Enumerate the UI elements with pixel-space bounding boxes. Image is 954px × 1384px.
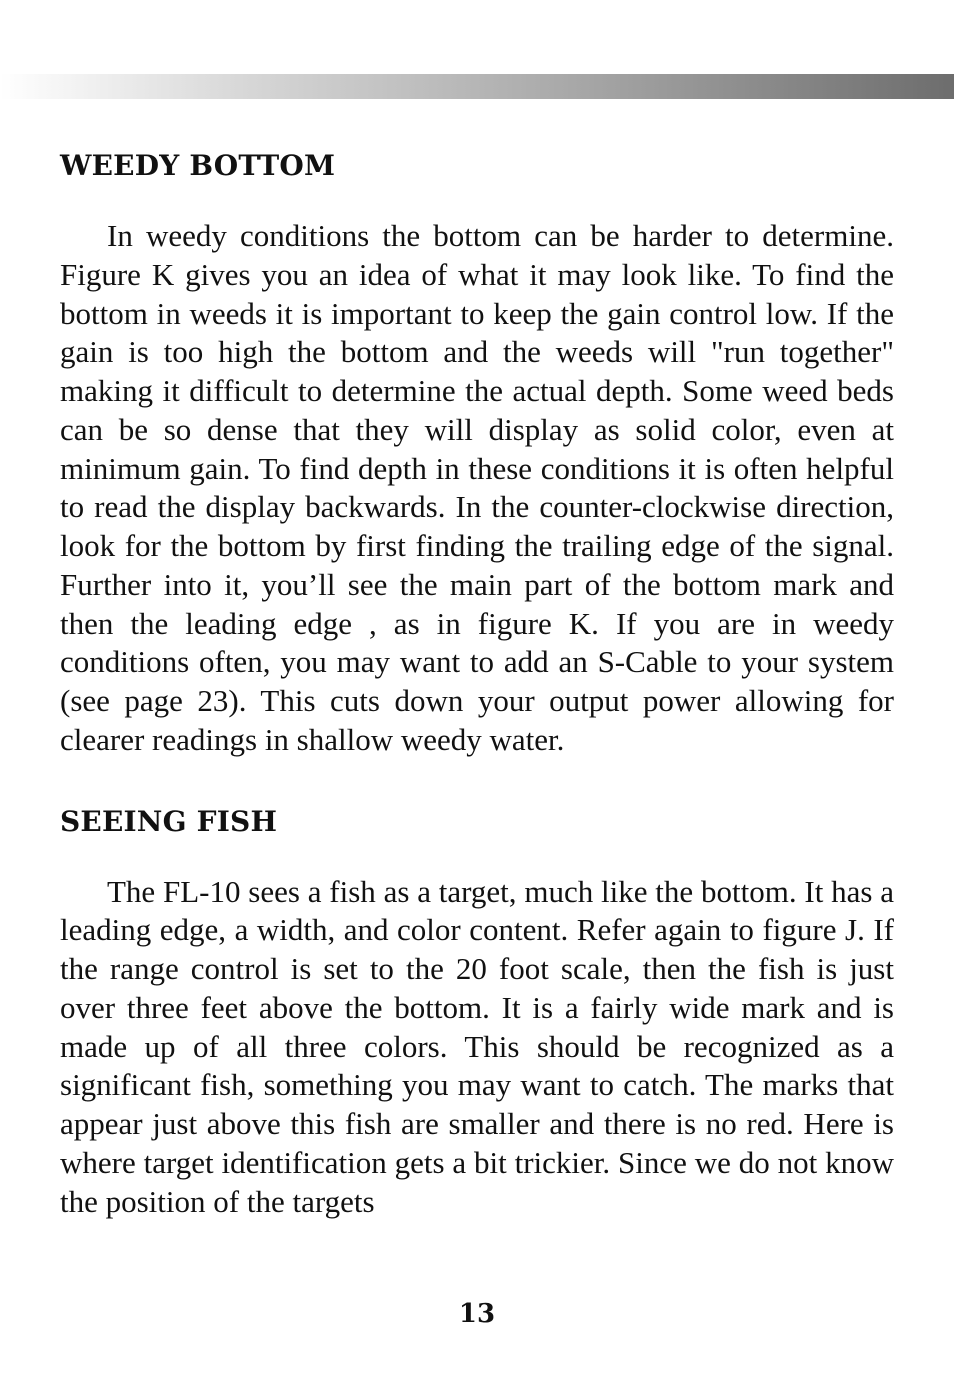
header-gradient-bar [0, 74, 954, 99]
page-content [60, 145, 894, 1221]
section-body-seeing-fish: The FL-10 sees a fish as a target, much like the bottom. It has a leading edge, a width, and color content. Refer again to figure J. If the range control is set to the 20 foot scale, then the fish is just over three feet above the bottom. It is a fairly wide mark and is made up of all three colors. This should be recognized as a significant fish, something you may want to catch. The marks that appear just above this fish are smaller and there is no red. Here is where target identification gets a bit trickier. Since we do not know the position of the targets [60, 873, 894, 1219]
section-heading-weedy-bottom: WEEDY BOTTOM [60, 149, 336, 182]
page-number: 13 [458, 1299, 496, 1329]
section-body-weedy-bottom: In weedy conditions the bottom can be harder to determine. Figure K gives you an idea of what it may look like. To find the bottom in weeds it is important to keep the gain control low. If the gain is too high the bottom and the weeds will "run together" making it difficult to determine the actual depth. Some weed beds can be so dense that they will display as solid color, even at minimum gain. To find depth in these conditions it is often helpful to read the display backwards. In the counter-clockwise direction, look for the bottom by first finding the trailing edge of the signal. Further into it, you’ll see the main part of the bottom mark and then the leading edge , as in figure K. If you are in weedy conditions often, you may want to add an S-Cable to your system (see page 23). This cuts down your output power allowing for clearer readings in shallow weedy water. [60, 218, 894, 757]
section-heading-seeing-fish: SEEING FISH [60, 804, 278, 838]
